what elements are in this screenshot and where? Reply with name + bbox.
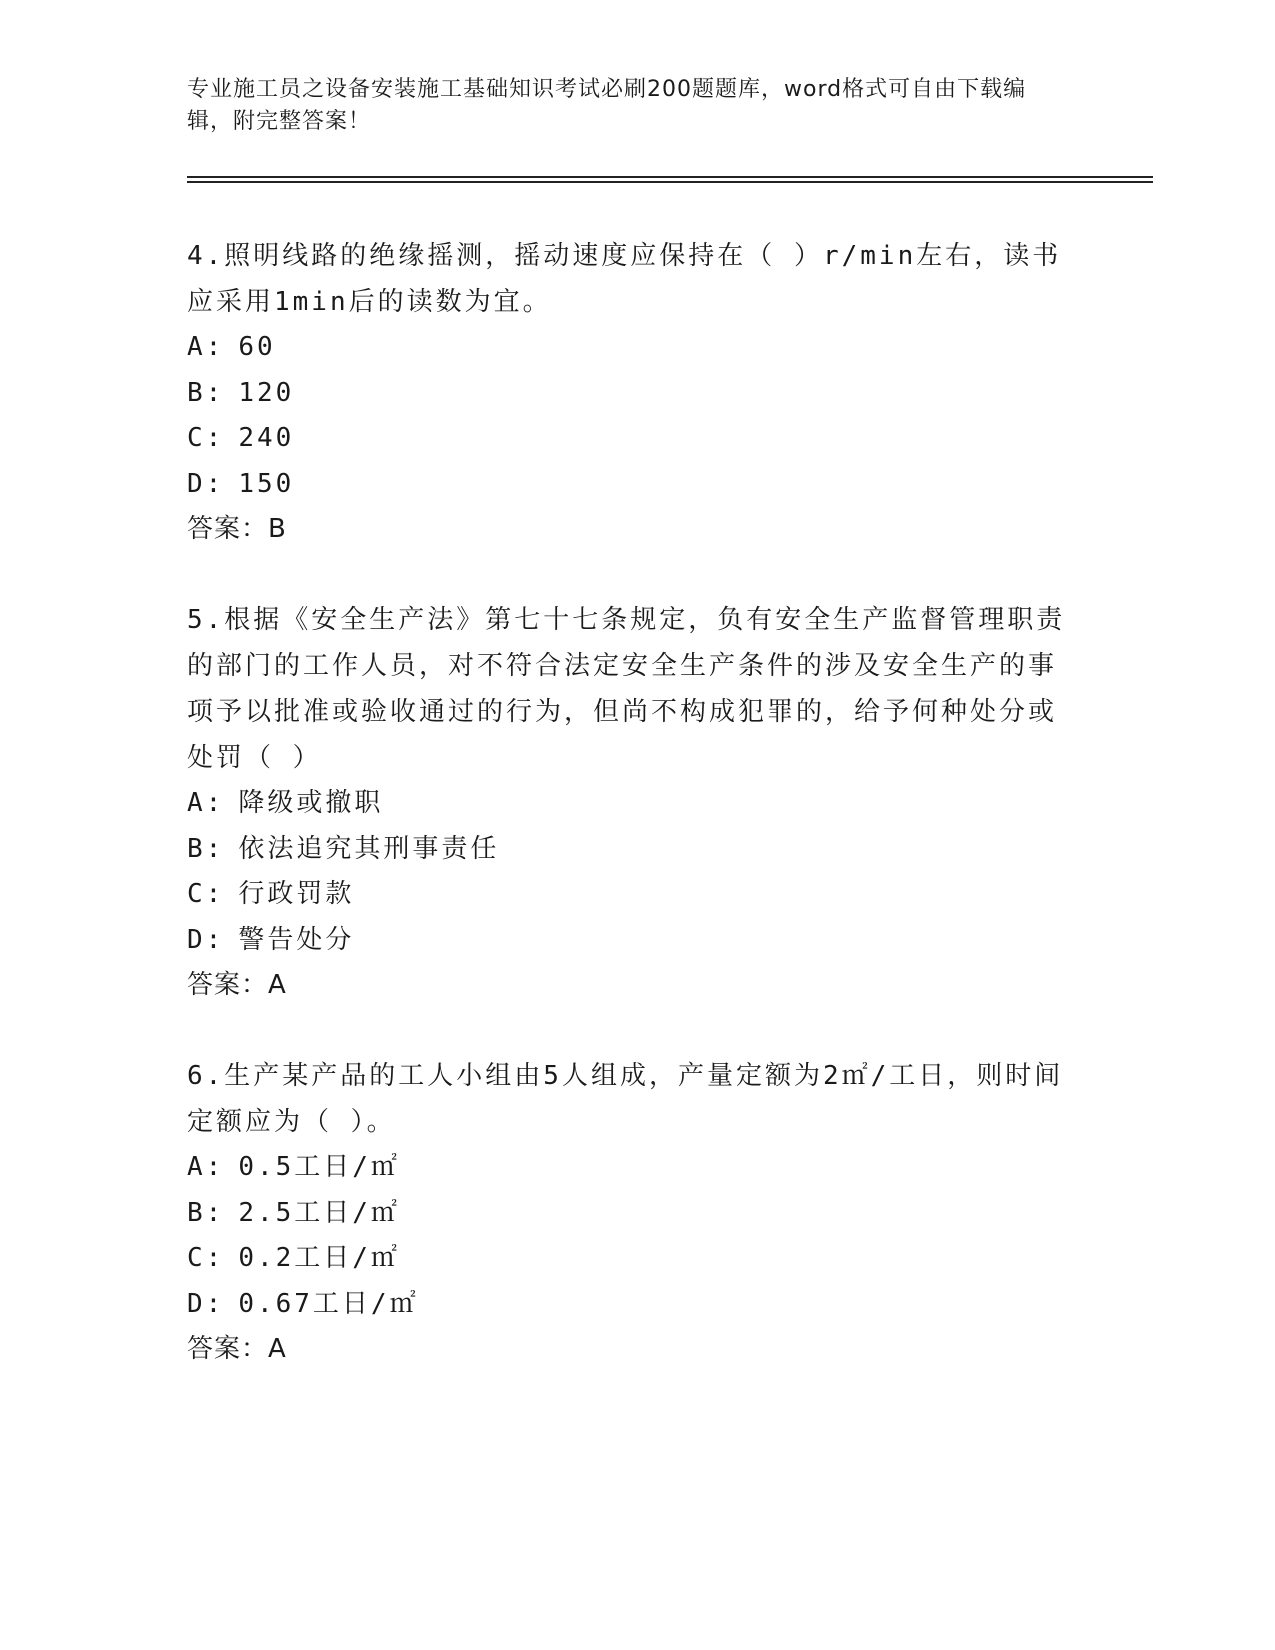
question-5 xyxy=(187,597,1067,1008)
option-key: D: xyxy=(187,1288,225,1319)
option-text: 依法追究其刑事责任 xyxy=(238,833,500,864)
option-key: B: xyxy=(187,1197,225,1228)
option-text: 0.67工日/㎡ xyxy=(238,1288,419,1319)
answer-line: 答案：B xyxy=(187,514,287,544)
option-text: 150 xyxy=(238,468,295,499)
option-text: 警告处分 xyxy=(238,924,355,955)
header-title: 专业施工员之设备安装施工基础知识考试必刷200题题库，word格式可自由下载编辑，附完整答案！ xyxy=(187,77,1027,134)
option-key: A: xyxy=(187,332,225,362)
option-key: C: xyxy=(187,423,225,453)
option-key: D: xyxy=(187,468,225,499)
option-a xyxy=(187,1145,1067,1191)
option-key: C: xyxy=(187,1243,225,1273)
option-key: A: xyxy=(187,788,225,818)
option-a xyxy=(187,781,1067,827)
option-text: 60 xyxy=(238,332,276,362)
option-b xyxy=(187,1191,1067,1237)
option-b xyxy=(187,371,1067,417)
question-4 xyxy=(187,233,1067,552)
answer-line: 答案：A xyxy=(187,970,287,1000)
option-key: D: xyxy=(187,924,225,955)
option-d xyxy=(187,918,1067,964)
question-stem: 6.生产某产品的工人小组由5人组成，产量定额为2㎡/工日，则时间定额应为（ ）。 xyxy=(187,1061,1064,1137)
option-text: 240 xyxy=(238,423,295,453)
header-divider-top xyxy=(187,176,1153,178)
option-c xyxy=(187,416,1067,462)
option-text: 120 xyxy=(238,377,295,408)
question-stem: 5.根据《安全生产法》第七十七条规定，负有安全生产监督管理职责的部门的工作人员，对不符合法定安全生产条件的涉及安全生产的事项予以批准或验收通过的行为，但尚不构成犯罪的，给予何种处分或处罚（ ） xyxy=(187,605,1066,773)
header-divider-bottom xyxy=(187,181,1153,183)
option-key: A: xyxy=(187,1152,225,1182)
option-text: 行政罚款 xyxy=(238,879,355,909)
option-text: 0.2工日/㎡ xyxy=(238,1243,400,1273)
option-c xyxy=(187,872,1067,918)
option-key: C: xyxy=(187,879,225,909)
question-stem: 4.照明线路的绝缘摇测，摇动速度应保持在（ ）r/min左右，读书应采用1min后的读数为宜。 xyxy=(187,241,1062,317)
option-a xyxy=(187,325,1067,371)
answer-line: 答案：A xyxy=(187,1334,287,1364)
option-b xyxy=(187,827,1067,873)
option-key: B: xyxy=(187,377,225,408)
option-text: 2.5工日/㎡ xyxy=(238,1197,400,1228)
option-text: 降级或撤职 xyxy=(238,788,384,818)
option-c xyxy=(187,1236,1067,1282)
question-6 xyxy=(187,1053,1067,1372)
option-d xyxy=(187,1282,1067,1328)
document-header xyxy=(187,74,1067,138)
option-d xyxy=(187,462,1067,508)
option-key: B: xyxy=(187,833,225,864)
option-text: 0.5工日/㎡ xyxy=(238,1152,400,1182)
